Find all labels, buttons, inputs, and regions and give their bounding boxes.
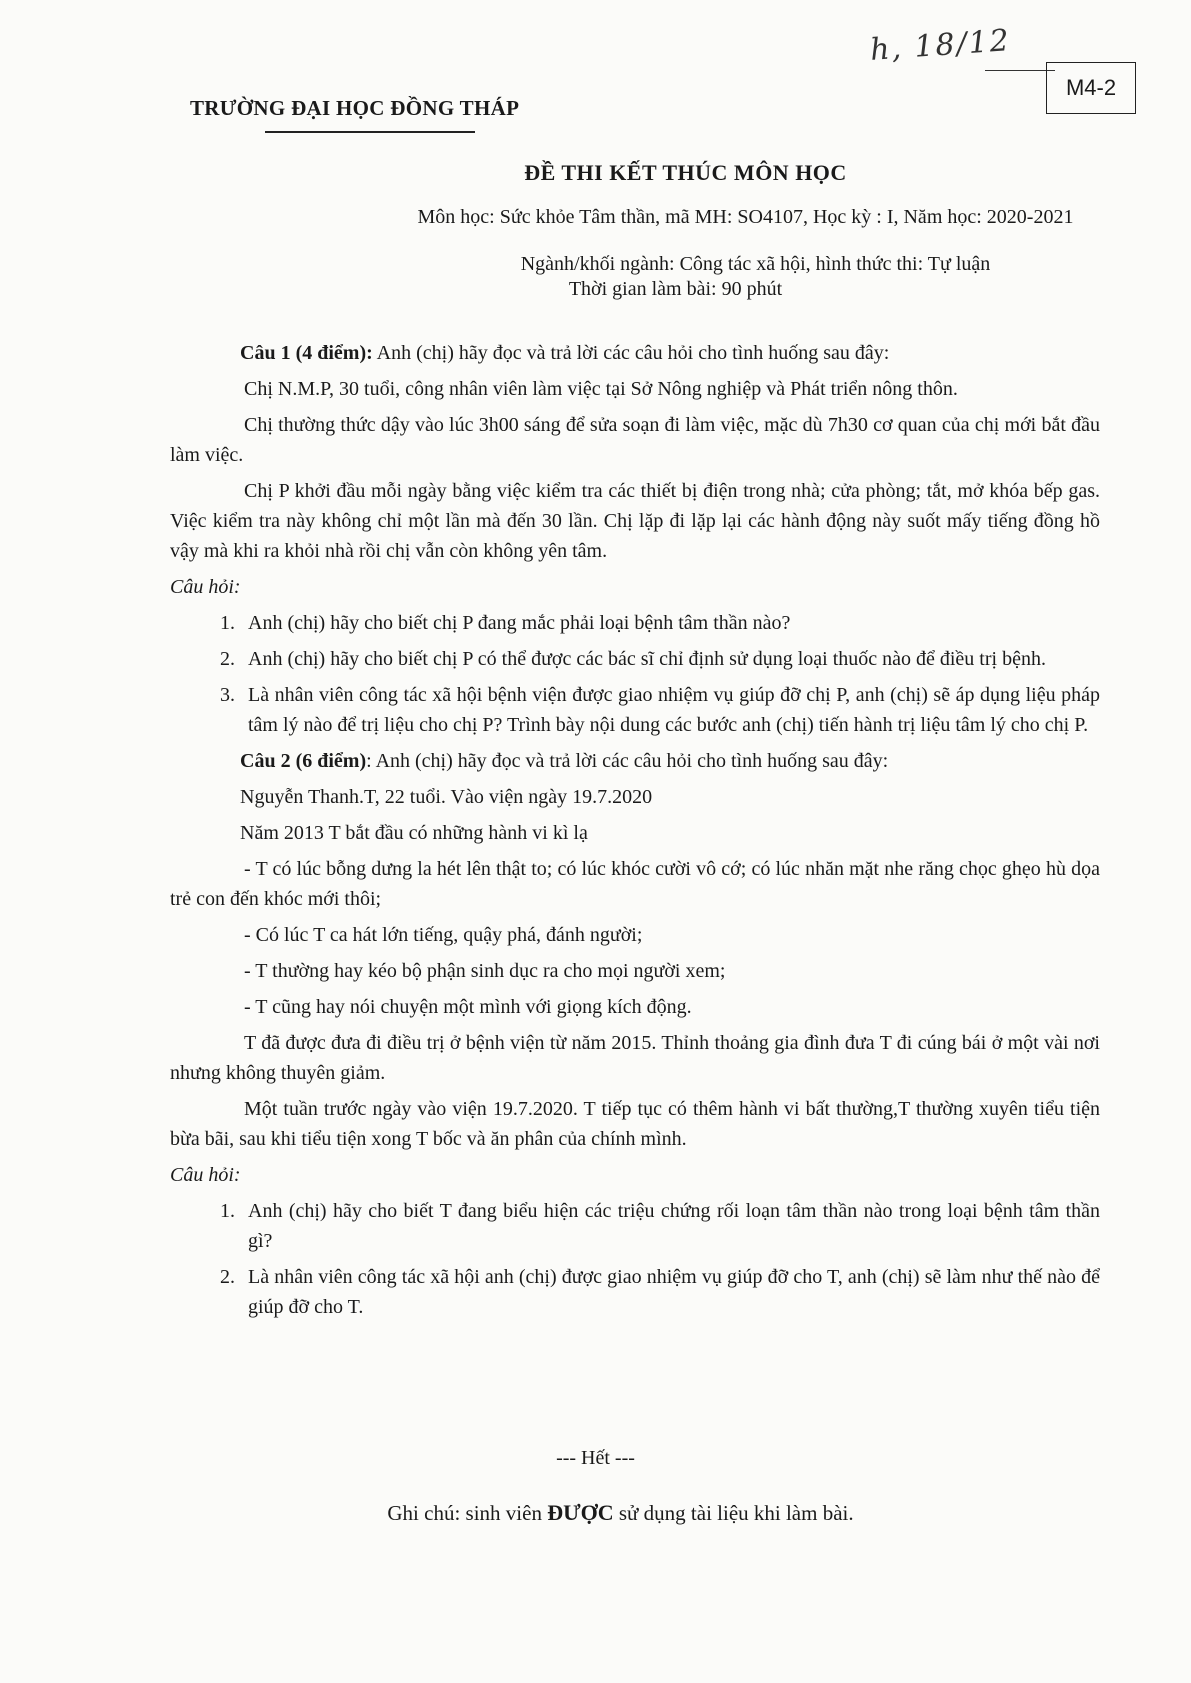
q1-question-item: 2. Anh (chị) hãy cho biết chị P có thể được các bác sĩ chỉ định sử dụng loại thuốc nào để điều trị bệnh. [240,644,1100,674]
question-2-heading [170,746,1100,776]
question-1-label: Câu 1 (4 điểm): [240,342,373,364]
q1-paragraph-3: Chị P khởi đầu mỗi ngày bằng việc kiểm tra các thiết bị điện trong nhà; cửa phòng; tắt, mở khóa bếp gas. Việc kiểm tra này không chỉ một lần mà đến 30 lần. Chị lặp đi lặp lại các hành động này suốt mấy tiếng đồng hồ vậy mà khi ra khỏi nhà rồi chị vẫn còn không yên tâm. [170,480,1100,562]
time-line: Thời gian làm bài: 90 phút [568,278,783,300]
note-emphasis: ĐƯỢC [547,1500,614,1525]
q1-questions-heading: Câu hỏi: [170,576,241,598]
exam-title: ĐỀ THI KẾT THÚC MÔN HỌC [524,160,847,185]
q2-paragraph-2: Năm 2013 T bắt đầu có những hành vi kì lạ [240,822,588,844]
school-underline [265,131,475,133]
q2-bullet-4: - T cũng hay nói chuyện một mình với giọng kích động. [244,996,692,1018]
school-name: TRƯỜNG ĐẠI HỌC ĐỒNG THÁP [190,96,520,120]
q1-paragraph-2: Chị thường thức dậy vào lúc 3h00 sáng để sửa soạn đi làm việc, mặc dù 7h30 cơ quan của chị mới bắt đầu làm việc. [170,414,1100,466]
q2-questions-heading: Câu hỏi: [170,1164,241,1186]
note-suffix: sử dụng tài liệu khi làm bài. [613,1501,854,1525]
q2-paragraph-3: T đã được đưa đi điều trị ở bệnh viện từ năm 2015. Thỉnh thoảng gia đình đưa T đi cúng bái ở một vài nơi nhưng không thuyên giảm. [170,1032,1100,1084]
handwritten-underline [985,70,1055,71]
q2-question-item: 2. Là nhân viên công tác xã hội anh (chị) được giao nhiệm vụ giúp đỡ cho T, anh (chị) sẽ làm như thế nào để giúp đỡ cho T. [240,1262,1100,1322]
q1-question-item: 1. Anh (chị) hãy cho biết chị P đang mắc phải loại bệnh tâm thần nào? [240,608,1100,638]
question-1-heading [170,338,1100,368]
subject-line: Môn học: Sức khỏe Tâm thần, mã MH: SO4107, Học kỳ : I, Năm học: 2020-2021 [417,206,1074,228]
q2-paragraph-4: Một tuần trước ngày vào viện 19.7.2020. T tiếp tục có thêm hành vi bất thường,T thường xuyên tiểu tiện bừa bãi, sau khi tiểu tiện xong T bốc và ăn phân của chính mình. [170,1098,1100,1150]
q1-question-list [170,608,1100,740]
question-2-label: Câu 2 (6 điểm) [240,750,367,772]
major-line: Ngành/khối ngành: Công tác xã hội, hình thức thi: Tự luận [520,253,991,275]
exam-code-box: M4-2 [1046,62,1136,114]
q2-bullet-3: - T thường hay kéo bộ phận sinh dục ra cho mọi người xem; [244,960,726,982]
footer-note [0,1500,1191,1526]
question-2-intro: : Anh (chị) hãy đọc và trả lời các câu hỏi cho tình huống sau đây: [366,750,889,772]
q2-question-list [170,1196,1100,1322]
note-prefix: Ghi chú: sinh viên [387,1501,548,1525]
exam-body [170,338,1100,1328]
end-marker: --- Hết --- [556,1447,635,1469]
q1-paragraph-1: Chị N.M.P, 30 tuổi, công nhân viên làm việc tại Sở Nông nghiệp và Phát triển nông thôn. [244,378,958,400]
handwritten-note: h, 18/12 [868,23,1012,68]
q2-bullet-2: - Có lúc T ca hát lớn tiếng, quậy phá, đánh người; [244,924,643,946]
q1-question-item: 3. Là nhân viên công tác xã hội bệnh viện được giao nhiệm vụ giúp đỡ chị P, anh (chị) sẽ áp dụng liệu pháp tâm lý nào để trị liệu cho chị P? Trình bày nội dung các bước anh (chị) tiến hành trị liệu tâm lý cho chị P. [240,680,1100,740]
question-1-intro: Anh (chị) hãy đọc và trả lời các câu hỏi cho tình huống sau đây: [372,342,890,364]
q2-question-item: 1. Anh (chị) hãy cho biết T đang biểu hiện các triệu chứng rối loạn tâm thần nào trong loại bệnh tâm thần gì? [240,1196,1100,1256]
q2-paragraph-1: Nguyễn Thanh.T, 22 tuổi. Vào viện ngày 19.7.2020 [240,786,653,808]
q2-bullet-1: - T có lúc bỗng dưng la hét lên thật to; có lúc khóc cười vô cớ; có lúc nhăn mặt nhe răng chọc ghẹo hù dọa trẻ con đến khóc mới thôi; [170,858,1100,910]
